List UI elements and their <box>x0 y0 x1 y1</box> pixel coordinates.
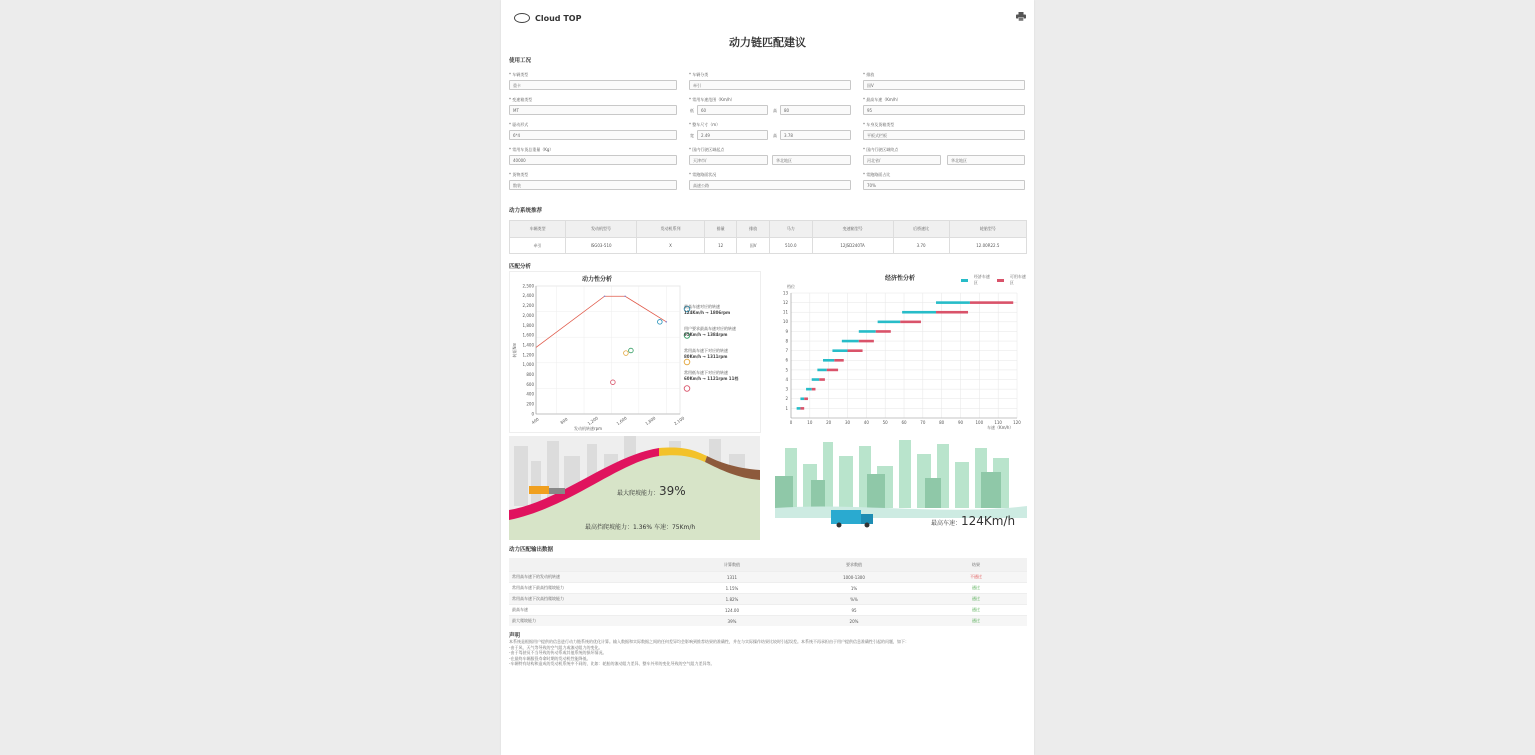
col-horsepower: 马力 <box>769 221 812 238</box>
y-tick-label: 2,200 <box>522 303 534 309</box>
cell-engine-series: X <box>637 238 705 254</box>
route-start-province-select[interactable]: 天津市/ <box>689 155 768 165</box>
power-legend-sub: 95Km/h → 1384rpm <box>684 332 728 337</box>
x-tick-label: 50 <box>882 420 888 425</box>
gross-weight-input[interactable]: 40000 <box>509 155 677 165</box>
cell-calc: 1311 <box>681 572 783 583</box>
output-header-row <box>509 558 1027 572</box>
avail-bar <box>827 369 838 372</box>
y-axis-label: 档位 <box>787 284 795 289</box>
disclaimer-line: 本系统是根据用户提供的信息进行动力链系统的优化计算。输入数据和实际数据之间的任何差异均会影响到推荐结果的准确性，并在与实际操作结果比较时引起误差。本系统不再承担由于用户提供信息准确性引起的问题，如下： <box>509 639 909 644</box>
power-legend-item-max <box>684 304 760 316</box>
logo-icon <box>514 13 530 23</box>
speed-high-input[interactable]: 80 <box>780 105 851 115</box>
field-label-gearbox-type: * 变速箱类型 <box>509 97 533 102</box>
y-axis-label: 转矩Nm <box>512 342 517 358</box>
x-tick-label: 0 <box>789 420 793 425</box>
avail-bar <box>876 330 891 333</box>
col-result: 结果 <box>925 558 1027 572</box>
cell-req: 20% <box>783 616 925 627</box>
x-tick-label: 80 <box>939 420 945 425</box>
cell-displacement: 12 <box>704 238 736 254</box>
size-width-label: 宽 <box>690 133 694 138</box>
route-start-region-select[interactable]: 华北地区 <box>772 155 851 165</box>
x-tick-label: 110 <box>994 420 1002 425</box>
cell-item: 最大爬坡能力 <box>509 616 681 627</box>
econ-bar <box>800 397 804 400</box>
cell-req: 95 <box>783 605 925 616</box>
x-tick-label: 30 <box>844 420 851 425</box>
avail-bar <box>859 340 874 343</box>
field-label-emission: * 排放 <box>863 72 875 77</box>
col-item <box>509 558 681 572</box>
x-tick-label: 1,600 <box>615 415 628 427</box>
field-label-body-type: * 车身及货箱类型 <box>863 122 895 127</box>
econ-bar <box>842 340 859 343</box>
x-tick-label: 100 <box>975 420 984 425</box>
avail-bar <box>812 388 816 391</box>
disclaimer-text <box>509 639 1027 667</box>
col-emission: 排放 <box>737 221 769 238</box>
emission-select[interactable]: 国V <box>863 80 1025 90</box>
x-axis-label: 车速（Km/h） <box>987 425 1014 430</box>
size-height-label: 高 <box>773 133 777 138</box>
y-tick-label: 1,400 <box>522 342 534 348</box>
size-height-input[interactable]: 3.78 <box>780 130 851 140</box>
power-legend-marker <box>684 386 690 392</box>
x-tick-label: 1,200 <box>586 415 599 427</box>
x-tick-label: 1,800 <box>644 415 657 427</box>
x-tick-label: 400 <box>530 416 540 426</box>
col-req: 要求数值 <box>783 558 925 572</box>
status-badge: 通过 <box>925 594 1027 605</box>
economy-chart <box>775 271 1027 431</box>
avail-bar <box>819 378 825 381</box>
y-tick-label: 2 <box>785 396 788 402</box>
cell-tire-model: 12.00R22.5 <box>949 238 1026 254</box>
economy-chart-panel <box>775 271 1027 431</box>
x-tick-label: 90 <box>957 420 964 425</box>
road-ratio-input[interactable]: 70% <box>863 180 1025 190</box>
x-tick-label: 40 <box>863 420 869 425</box>
table-row <box>509 583 1027 594</box>
y-tick-label: 8 <box>785 338 788 344</box>
field-label-vehicle-size: * 整车尺寸（m） <box>689 122 721 127</box>
x-tick-label: 20 <box>826 420 832 425</box>
power-legend-item-low <box>684 370 760 382</box>
disclaimer-line: -由于风、天气等导致的空气阻力或滚动阻力的变化。 <box>509 644 603 650</box>
econ-bar <box>817 369 826 372</box>
cell-item: 常用高车速下次高挡爬坡能力 <box>509 594 681 605</box>
col-gearbox-model: 变速箱型号 <box>812 221 893 238</box>
y-tick-label: 13 <box>782 290 788 296</box>
y-tick-label: 1,800 <box>522 322 534 328</box>
cargo-type-select[interactable]: 散装 <box>509 180 677 190</box>
size-width-input[interactable]: 2.49 <box>697 130 768 140</box>
speed-low-input[interactable]: 60 <box>697 105 768 115</box>
avail-bar <box>970 301 1013 304</box>
field-label-route-end: * 国内行驶区域终点 <box>863 147 899 152</box>
road-condition-select[interactable]: 高速公路 <box>689 180 851 190</box>
col-engine-series: 发动机系列 <box>637 221 705 238</box>
cell-calc: 39% <box>681 616 783 627</box>
speed-illustration <box>775 436 1027 540</box>
field-label-road-condition: * 常跑路面状况 <box>689 172 717 177</box>
y-tick-label: 400 <box>526 391 534 397</box>
power-chart-title: 动力性分析 <box>582 276 613 283</box>
y-tick-label: 10 <box>782 319 788 325</box>
cell-req: %% <box>783 594 925 605</box>
field-label-road-ratio: * 常跑路面占比 <box>863 172 891 177</box>
y-tick-label: 0 <box>531 411 534 417</box>
disclaimer-line: -在最终车辆服役寿命时期的发动机性能降低。 <box>509 655 591 661</box>
cell-calc: 1.82% <box>681 594 783 605</box>
power-legend-item-user <box>684 326 760 338</box>
power-legend-sub: 60Km/h → 1121rpm 11档 <box>684 376 739 381</box>
conditions-section-title: 使用工况 <box>509 58 532 64</box>
power-legend-name: 用户要求最高车速对应的转速 <box>684 326 736 331</box>
y-tick-label: 3 <box>785 386 788 392</box>
econ-bar <box>859 330 876 333</box>
x-tick-label: 2,100 <box>673 415 686 427</box>
status-badge: 通过 <box>925 616 1027 627</box>
high-climb-label: 最高挡爬坡能力：1.36% 车速：75Km/h <box>585 524 696 531</box>
x-tick-label: 10 <box>807 420 813 425</box>
economy-chart-title: 经济性分析 <box>885 275 916 282</box>
cell-vehicle-type: 牵引 <box>510 238 566 254</box>
vehicle-type-select[interactable]: 重卡 <box>509 80 677 90</box>
col-calc: 计算数值 <box>681 558 783 572</box>
recommend-section-title: 动力系统推荐 <box>509 208 543 214</box>
drive-form-select[interactable]: 6*4 <box>509 130 677 140</box>
disclaimer-line: -车辆特有结构和造成的发动机系统中不同的，比如：轮胎的滚动阻力差异、整车外形的变化导致的空气阻力差异等。 <box>509 661 715 666</box>
x-axis-label: 发动机转速rpm <box>573 426 603 431</box>
power-legend <box>684 304 760 382</box>
econ-bar <box>797 407 801 410</box>
cell-item: 常用高车速下的发动机转速 <box>509 572 681 583</box>
avail-bar <box>800 407 804 410</box>
status-badge: 不通过 <box>925 572 1027 583</box>
print-icon[interactable] <box>1016 12 1026 21</box>
col-vehicle-type: 车辆类型 <box>510 221 566 238</box>
y-tick-label: 800 <box>526 372 534 378</box>
y-tick-label: 4 <box>785 376 788 382</box>
y-tick-label: 2,000 <box>522 312 534 318</box>
cell-calc: 124.00 <box>681 605 783 616</box>
output-table <box>509 558 1027 626</box>
recommend-table <box>509 220 1027 254</box>
econ-bar <box>823 359 834 362</box>
econ-bar <box>902 311 936 314</box>
torque-point <box>665 321 667 323</box>
y-tick-label: 600 <box>526 381 534 387</box>
cell-emission: 国V <box>737 238 769 254</box>
col-displacement: 排量 <box>704 221 736 238</box>
econ-bar <box>806 388 812 391</box>
x-tick-label: 120 <box>1013 420 1021 425</box>
field-label-max-speed: * 最高车速（Km/h） <box>863 97 901 102</box>
disclaimer-title: 声明 <box>509 633 521 639</box>
x-tick-label: 70 <box>920 420 926 425</box>
field-label-route-start: * 国内行驶区域起点 <box>689 147 725 152</box>
y-tick-label: 12 <box>782 300 788 306</box>
y-tick-label: 11 <box>782 309 788 315</box>
cell-req: 1% <box>783 583 925 594</box>
avail-bar <box>804 397 808 400</box>
col-engine-model: 发动机型号 <box>566 221 637 238</box>
speed-high-label: 高 <box>773 108 777 113</box>
cell-gearbox-model: 12JSD240TA <box>812 238 893 254</box>
col-axle-ratio: 后桥速比 <box>893 221 949 238</box>
plot-area <box>536 286 680 414</box>
cell-horsepower: 510.0 <box>769 238 812 254</box>
econ-bar <box>812 378 820 381</box>
y-tick-label: 1,000 <box>522 362 534 368</box>
route-end-region-select[interactable]: 华北地区 <box>947 155 1025 165</box>
y-tick-label: 2,500 <box>522 283 534 289</box>
y-tick-label: 2,400 <box>522 293 534 299</box>
legend-econ-label: 经济车速区 <box>973 274 990 285</box>
gearbox-type-select[interactable]: MT <box>509 105 677 115</box>
disclaimer-line: -由于驾驶员不当导致的传动系或其他系统的损坏情况。 <box>509 650 607 655</box>
climb-illustration <box>509 436 760 540</box>
table-row <box>509 616 1027 627</box>
cell-calc: 1.15% <box>681 583 783 594</box>
status-badge: 通过 <box>925 605 1027 616</box>
x-tick-label: 60 <box>901 420 907 425</box>
y-tick-label: 1 <box>785 405 788 411</box>
logo <box>514 13 581 23</box>
power-legend-sub: 80Km/h → 1311rpm <box>684 354 728 359</box>
cell-axle-ratio: 3.70 <box>893 238 949 254</box>
climb-value: 39% <box>659 484 686 498</box>
avail-bar <box>848 349 863 352</box>
table-row <box>509 572 1027 583</box>
speed-value: 124Km/h <box>961 514 1016 528</box>
table-row <box>509 605 1027 616</box>
speed-low-label: 低 <box>690 108 694 113</box>
col-tire-model: 轮胎型号 <box>949 221 1026 238</box>
analysis-section-title: 匹配分析 <box>509 264 532 270</box>
output-section-title: 动力匹配输出数据 <box>509 547 554 553</box>
power-legend-item-high <box>684 348 760 360</box>
table-row <box>509 594 1027 605</box>
body-type-select[interactable]: 平板式栏板 <box>863 130 1025 140</box>
econ-bar <box>936 301 970 304</box>
econ-bar <box>878 321 901 324</box>
field-label-drive-form: * 驱动形式 <box>509 122 529 127</box>
cell-item: 最高车速 <box>509 605 681 616</box>
y-tick-label: 9 <box>785 328 788 334</box>
x-tick-label: 800 <box>559 416 569 426</box>
status-badge: 通过 <box>925 583 1027 594</box>
field-label-gross-weight: * 常用车货总重量（Kg） <box>509 147 554 152</box>
report-page <box>501 0 1034 755</box>
econ-bar <box>832 349 847 352</box>
legend-avail-label: 可用车速区 <box>1009 274 1026 285</box>
climb-label: 最大爬坡能力： <box>617 490 660 497</box>
avail-bar <box>900 321 921 324</box>
page-title: 动力链匹配建议 <box>729 36 806 49</box>
power-legend-name: 常用低车速下对应的转速 <box>684 370 728 375</box>
speed-label: 最高车速： <box>931 520 962 527</box>
torque-point <box>624 295 626 297</box>
cell-engine-model: ISG03-510 <box>566 238 637 254</box>
cell-item: 常用高车速下最高挡爬坡能力 <box>509 583 681 594</box>
power-legend-name: 最高车速对应的转速 <box>684 304 720 309</box>
cell-req: 1000-1300 <box>783 572 925 583</box>
power-legend-sub: 124Km/h → 1806rpm <box>684 310 731 315</box>
field-label-vehicle-type: * 车辆类型 <box>509 72 529 77</box>
field-label-cargo-type: * 货物类型 <box>509 172 529 177</box>
y-tick-label: 1,600 <box>522 332 534 338</box>
field-label-vehicle-class: * 车辆分类 <box>689 72 709 77</box>
route-end-province-select[interactable]: 河北省/ <box>863 155 941 165</box>
power-chart-panel <box>509 271 761 433</box>
vehicle-class-select[interactable]: 牵引 <box>689 80 851 90</box>
y-tick-label: 1,200 <box>522 352 534 358</box>
recommend-header-row <box>510 221 1027 238</box>
max-speed-input[interactable]: 95 <box>863 105 1025 115</box>
table-row <box>510 238 1027 254</box>
avail-bar <box>834 359 843 362</box>
y-tick-label: 6 <box>785 357 788 363</box>
logo-text: Cloud TOP <box>535 13 582 23</box>
y-tick-label: 5 <box>785 367 788 373</box>
y-tick-label: 7 <box>785 348 788 354</box>
power-legend-name: 常用高车速下对应的转速 <box>684 348 728 353</box>
torque-point <box>604 295 606 297</box>
y-tick-label: 200 <box>526 401 534 407</box>
avail-bar <box>936 311 968 314</box>
field-label-speed-range: * 常用车速范围（Km/h） <box>689 97 735 102</box>
